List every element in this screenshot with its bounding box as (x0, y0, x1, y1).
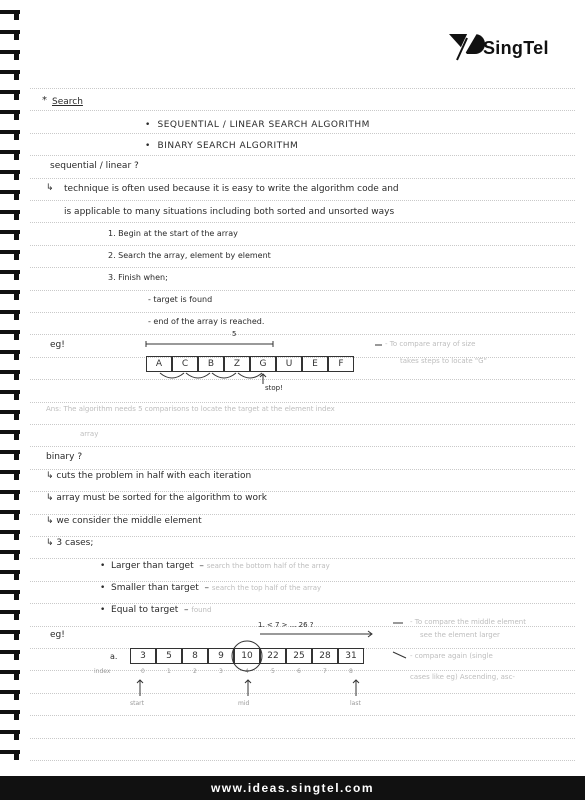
bin-array-cell: 28 (312, 648, 338, 664)
seq-array-cell: A (146, 356, 172, 372)
bin-index: 2 (193, 668, 197, 675)
page-heading: Search (52, 97, 83, 107)
binary-title: binary ? (46, 452, 83, 462)
binary-point-4: ↳ 3 cases; (46, 538, 94, 548)
bin-array-cell: 3 (130, 648, 156, 664)
finish-condition-1: - target is found (148, 295, 213, 304)
index-label: index (94, 668, 111, 675)
bin-note-1: - To compare the middle element (410, 618, 526, 626)
faint-answer-2: array (80, 430, 99, 438)
binary-point-2: ↳ array must be sorted for the algorithm to work (46, 493, 267, 503)
seq-side-note: - To compare array of size (385, 340, 476, 348)
seq-side-note-2: takes steps to locate "G" (400, 357, 487, 365)
binary-point-1: ↳ cuts the problem in half with each iteration (46, 471, 252, 481)
bin-array-cell: 8 (182, 648, 208, 664)
faint-answer: Ans: The algorithm needs 5 comparisons to locate the target at the element index (46, 405, 335, 413)
seq-array-cell: B (198, 356, 224, 372)
bin-index: 4 (245, 668, 249, 675)
case-1: • Larger than target – search the bottom half of the array (100, 561, 330, 571)
bin-index: 1 (167, 668, 171, 675)
example-label-2: eg! (50, 630, 65, 640)
footer-url: www.ideas.singtel.com (0, 776, 585, 800)
bin-index: 8 (349, 668, 353, 675)
seq-array-cell: G (250, 356, 276, 372)
seq-array-cell: U (276, 356, 302, 372)
bin-index: 7 (323, 668, 327, 675)
bin-array-cell: 31 (338, 648, 364, 664)
bin-index: 3 (219, 668, 223, 675)
arrow-bullet: ↳ (46, 183, 54, 193)
span-label: 5 (232, 330, 237, 338)
marker-start: start (130, 700, 144, 707)
spiral-binding (0, 0, 22, 770)
bin-index: 6 (297, 668, 301, 675)
sequential-step-3: 3. Finish when; (108, 273, 168, 282)
bin-array-cell: 10 (234, 648, 260, 664)
finish-condition-2: - end of the array is reached. (148, 317, 265, 326)
bin-array-cell: 22 (260, 648, 286, 664)
brand-name: SingTel (483, 38, 549, 58)
bin-note-2b: cases like eg) Ascending, asc- (410, 673, 515, 681)
seq-array-cell: C (172, 356, 198, 372)
marker-mid: mid (238, 700, 250, 707)
heading-star: * (42, 95, 47, 106)
case-3: • Equal to target – found (100, 605, 212, 615)
seq-array-cell: E (302, 356, 328, 372)
bin-note-1b: see the element larger (420, 631, 500, 639)
case-2: • Smaller than target – search the top half of the array (100, 583, 322, 593)
array-name: a. (110, 652, 118, 661)
algorithm-item-1: • SEQUENTIAL / LINEAR SEARCH ALGORITHM (145, 120, 370, 130)
bin-index: 5 (271, 668, 275, 675)
sequential-step-1: 1. Begin at the start of the array (108, 229, 238, 238)
sequential-step-2: 2. Search the array, element by element (108, 251, 271, 260)
binary-point-3: ↳ we consider the middle element (46, 516, 202, 526)
seq-array-cell: Z (224, 356, 250, 372)
sequential-title: sequential / linear ? (50, 161, 139, 171)
bin-note-2: - compare again (single (410, 652, 493, 660)
bin-array-cell: 25 (286, 648, 312, 664)
example-label-1: eg! (50, 340, 65, 350)
bin-index: 0 (141, 668, 145, 675)
stop-label: stop! (265, 384, 283, 392)
algorithm-item-2: • BINARY SEARCH ALGORITHM (145, 141, 299, 151)
sequential-line-1: technique is often used because it is easy to write the algorithm code and (64, 184, 399, 194)
marker-last: last (350, 700, 361, 707)
bin-array-cell: 9 (208, 648, 234, 664)
sequential-line-2: is applicable to many situations including both sorted and unsorted ways (64, 207, 395, 217)
seq-array-cell: F (328, 356, 354, 372)
compare-label: 1. < 7 > ... 26 ? (258, 621, 314, 629)
bin-array-cell: 5 (156, 648, 182, 664)
